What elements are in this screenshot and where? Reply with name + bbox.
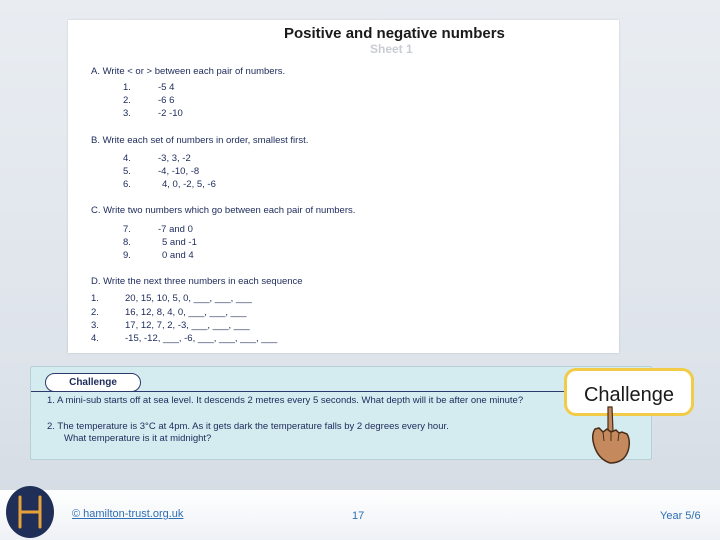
- sheet-title: Positive and negative numbers: [284, 25, 505, 42]
- section-c-heading: C. Write two numbers which go between each pair of numbers.: [91, 205, 356, 216]
- year-label: Year 5/6: [660, 510, 701, 522]
- sheet-subtitle: Sheet 1: [370, 42, 413, 56]
- challenge-callout: Challenge: [564, 368, 694, 416]
- pointing-hand-icon: [578, 405, 642, 467]
- challenge-label: Challenge: [45, 373, 141, 392]
- worksheet: Positive and negative numbers Sheet 1 A. Write < or > between each pair of numbers. 1. -5 4 2. -6 6 3. -2 -10 B. Write each set of numbers in order, smallest first. 4. -3, 3, -2 5. -4, -10, -8 6. 4, 0, -2, 5, -6 C. Write two numbers which go between each pair of numbers. 7. -7 and 0 8. 5 and -1 9. 0 and 4 D. Write the next three numbers in each sequence 1. 20, 15, 10, 5, 0, ___, ___, ___ 2. 16, 12, 8, 4, 0, ___, ___, ___ 3. 17, 12, 7, 2, -3, ___, ___, ___ 4. -15, -12, ___, -6, ___, ___, ___, ___: [68, 20, 619, 353]
- section-a-heading: A. Write < or > between each pair of numbers.: [91, 66, 286, 77]
- challenge-question-2: 2. The temperature is 3°C at 4pm. As it gets dark the temperature falls by 2 degrees every hour.: [47, 421, 449, 432]
- section-b-heading: B. Write each set of numbers in order, smallest first.: [91, 135, 309, 146]
- section-d-heading: D. Write the next three numbers in each sequence: [91, 276, 303, 287]
- hamilton-logo-icon: [4, 484, 56, 540]
- challenge-panel: [30, 366, 652, 460]
- challenge-question-1: 1. A mini-sub starts off at sea level. It descends 2 metres every 5 seconds. What depth will it be after one minute?: [47, 395, 524, 406]
- page-number: 17: [352, 510, 365, 522]
- challenge-question-2-continued: What temperature is it at midnight?: [64, 433, 212, 444]
- copyright-link[interactable]: © hamilton-trust.org.uk: [72, 508, 184, 520]
